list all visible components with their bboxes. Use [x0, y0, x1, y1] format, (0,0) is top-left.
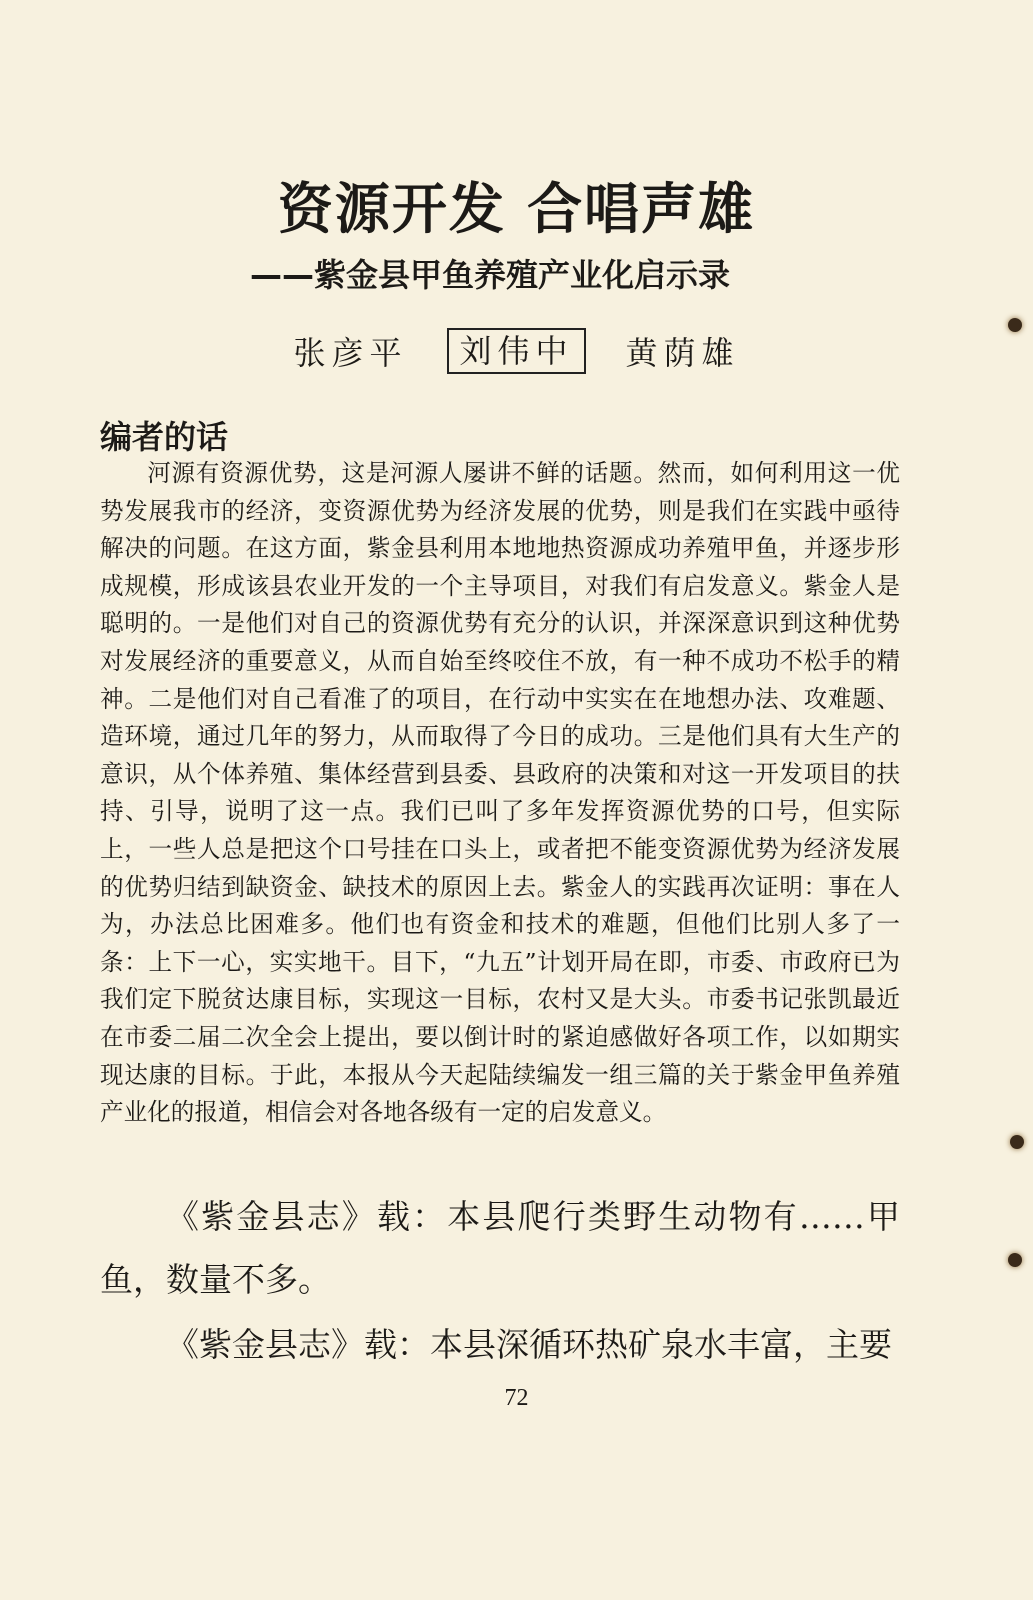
- binding-hole-mark: [1010, 1135, 1024, 1149]
- author-name-boxed: 刘伟中: [447, 328, 585, 374]
- binding-hole-mark: [1008, 318, 1022, 332]
- article-subtitle: ——紫金县甲鱼养殖产业化启示录: [250, 256, 731, 294]
- body-paragraph: 《紫金县志》载：本县深循环热矿泉水丰富，主要: [166, 1325, 892, 1364]
- body-paragraph: 《紫金县志》载：本县爬行类野生动物有……甲鱼，数量不多。: [100, 1197, 900, 1299]
- editor-note-body: 河源有资源优势，这是河源人屡讲不鲜的话题。然而，如何利用这一优势发展我市的经济，变资源优势为经济发展的优势，则是我们在实践中亟待解决的问题。在这方面，紫金县利用本地地热资源成功养殖甲鱼，并逐步形成规模，形成该县农业开发的一个主导项目，对我们有启发意义。紫金人是聪明的。一是他们对自己的资源优势有充分的认识，并深深意识到这种优势对发展经济的重要意义，从而自始至终咬住不放，有一种不成功不松手的精神。二是他们对自己看准了的项目，在行动中实实在在地想办法、攻难题、造环境，通过几年的努力，从而取得了今日的成功。三是他们具有大生产的意识，从个体养殖、集体经营到县委、县政府的决策和对这一开发项目的扶持、引导，说明了这一点。我们已叫了多年发挥资源优势的口号，但实际上，一些人总是把这个口号挂在口头上，或者把不能变资源优势为经济发展的优势归结到缺资金、缺技术的原因上去。紫金人的实践再次证明：事在人为，办法总比困难多。他们也有资金和技术的难题，但他们比别人多了一条：上下一心，实实地干。目下，“九五”计划开局在即，市委、市政府已为我们定下脱贫达康目标，实现这一目标，农村又是大头。市委书记张凯最近在市委二届二次全会上提出，要以倒计时的紧迫感做好各项工作，以如期实现达康的目标。于此，本报从今天起陆续编发一组三篇的关于紫金甲鱼养殖产业化的报道，相信会对各地各级有一定的启发意义。: [100, 459, 900, 1127]
- article-title: 资源开发 合唱声雄: [277, 177, 756, 241]
- binding-hole-mark: [1008, 1253, 1022, 1267]
- author-line: [0, 328, 1033, 374]
- page-number: 72: [504, 1385, 529, 1411]
- author-name: 黄荫雄: [625, 334, 740, 372]
- author-name: 张彦平: [293, 334, 408, 372]
- editor-note-heading: 编者的话: [100, 418, 229, 456]
